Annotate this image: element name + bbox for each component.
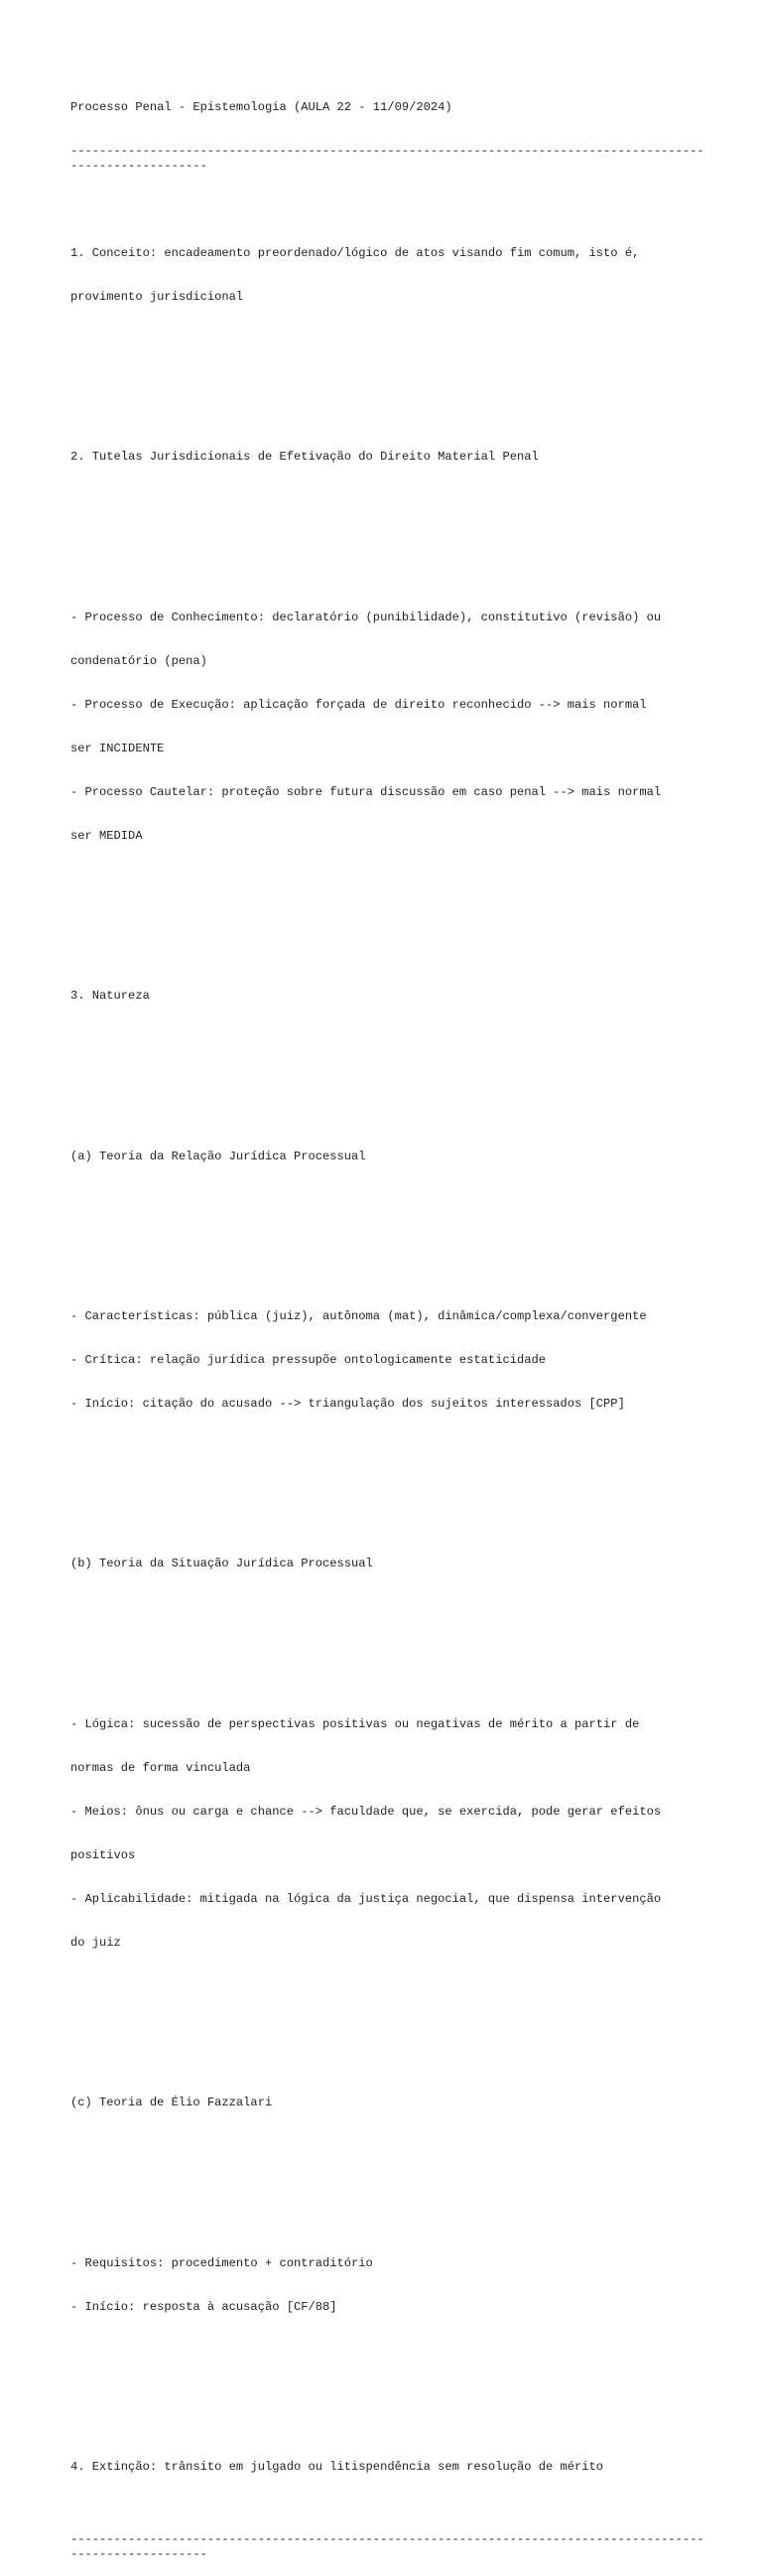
blank-line [70,2169,705,2184]
section-heading: 3. Natureza [70,989,150,1004]
text-line: ser INCIDENTE [70,741,165,755]
bottom-separator: ----------------------------------------------------------------------------------------------------------- [70,2532,704,2562]
text-line: - Características: pública (juiz), autônoma (mat), dinâmica/complexa/convergente [70,1309,647,1324]
text-line: - Crítica: relação jurídica pressupõe ontologicamente estaticidade [70,1353,546,1368]
text-line: condenatório (pena) [70,653,207,668]
text-line: - Processo de Conhecimento: declaratório (punibilidade), constitutivo (revisão) ou [70,610,662,624]
subsection-b-list [70,1688,705,1978]
subsection-a-heading [70,1120,705,1192]
subsection-c-list [70,2227,705,2343]
text-line: - Lógica: sucessão de perspectivas positivas ou negativas de mérito a partir de [70,1716,640,1731]
section-tutelas-list [70,581,705,872]
text-line: normas de forma vinculada [70,1760,251,1775]
blank-line [70,901,705,916]
section-natureza-heading [70,960,705,1032]
text-line: - Aplicabilidade: mitigada na lógica da justiça negocial, que dispensa intervenção [70,1891,662,1906]
section-heading: 2. Tutelas Jurisdicionais de Efetivação do Direito Material Penal [70,450,539,465]
blank-line [70,1469,705,1484]
section-conceito [70,217,705,334]
blank-line [70,2008,705,2023]
section-tutelas-heading [70,421,705,493]
blank-line [70,1222,705,1237]
subsection-b-heading [70,1528,705,1600]
text-line: - Início: citação do acusado --> triangulação dos sujeitos interessados [CPP] [70,1397,625,1412]
text-line: - Requisitos: procedimento + contraditório [70,2255,373,2270]
text-line: 1. Conceito: encadeamento preordenado/lógico de atos visando fim comum, isto é, [70,246,640,261]
text-line: - Início: resposta à acusação [CF/88] [70,2299,337,2314]
blank-line [70,1630,705,1645]
text-line: - Processo de Execução: aplicação forçada de direito reconhecido --> mais normal [70,697,647,712]
document-page [70,71,705,2576]
blank-line [70,1062,705,1077]
subsection-a-list [70,1281,705,1440]
section-extincao [70,2431,705,2504]
subsection-c-heading [70,2067,705,2139]
subsection-heading: (b) Teoria da Situação Jurídica Processual [70,1557,373,1571]
document-title: Processo Penal - Epistemologia (AULA 22 - 11/09/2024) [70,100,452,115]
blank-line [70,362,705,377]
section-heading: 4. Extinção: trânsito em julgado ou litispendência sem resolução de mérito [70,2460,604,2475]
blank-line [70,523,705,538]
subsection-heading: (c) Teoria de Élio Fazzalari [70,2096,273,2110]
text-line: provimento jurisdicional [70,290,244,305]
text-line: positivos [70,1847,136,1862]
text-line: do juiz [70,1935,121,1950]
text-line: ser MEDIDA [70,828,143,843]
text-line: - Meios: ônus ou carga e chance --> faculdade que, se exercida, pode gerar efeitos [70,1804,662,1819]
blank-line [70,2373,705,2387]
text-line: - Processo Cautelar: proteção sobre futura discussão em caso penal --> mais normal [70,784,662,799]
subsection-heading: (a) Teoria da Relação Jurídica Processual [70,1149,366,1163]
top-separator: ----------------------------------------------------------------------------------------------------------- [70,144,704,174]
